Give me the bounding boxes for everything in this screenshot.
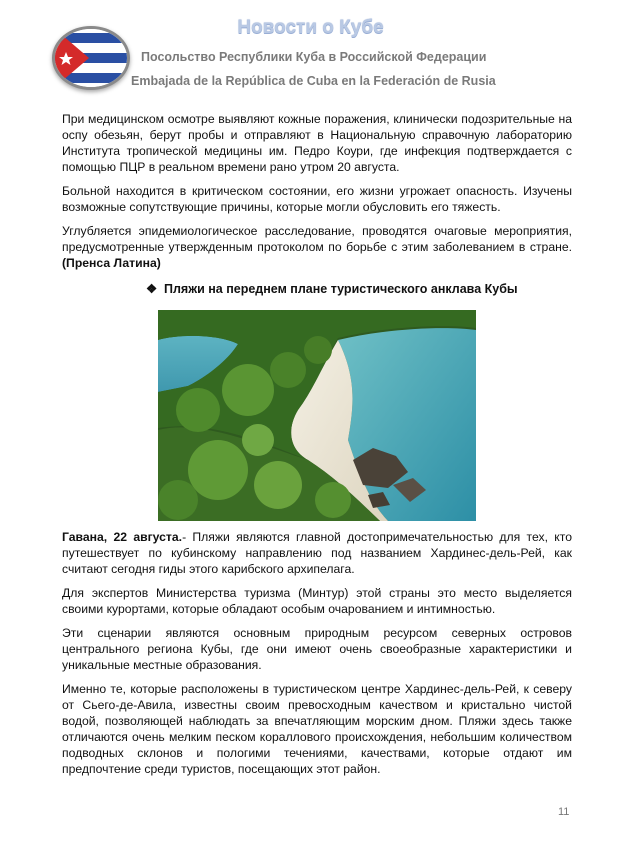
- newsletter-title: Новости о Кубе: [237, 17, 384, 38]
- diamond-bullet-icon: ❖: [146, 282, 158, 296]
- page-header: [0, 0, 621, 100]
- beach-photo: [158, 310, 476, 521]
- page-number: 11: [558, 806, 570, 818]
- article2-paragraph-1: [62, 529, 572, 577]
- article2-paragraph-3: Эти сценарии являются основным природным ресурсом северных островов центрального региона Кубы, где они имеют очень своеобразные характеристики и уникальные местные образования.: [62, 626, 572, 672]
- article2-heading: [146, 281, 572, 296]
- article2-paragraph-1-text: - Пляжи являются главной достопримечательностью для тех, кто путешествует по кубинскому направлению под названием Хардинес-дель-Рей, как считают сегодня гиды этого карибского архипелага.: [62, 530, 572, 576]
- article2-dateline: Гавана, 22 августа.: [62, 530, 183, 544]
- article2-paragraph-2: Для экспертов Министерства туризма (Минтур) этой страны это место выделяется своими курортами, которые обладают особым очарованием и интимностью.: [62, 586, 572, 616]
- article1-source: (Пренса Латина): [62, 256, 161, 270]
- page-content: [62, 111, 572, 785]
- embassy-name-russian: Посольство Республики Куба в Российской Федерации: [141, 50, 487, 64]
- article1-paragraph-3: [62, 223, 572, 271]
- article2-title: Пляжи на переднем плане туристического анклава Кубы: [164, 282, 518, 296]
- article1-paragraph-2: Больной находится в критическом состоянии, его жизни угрожает опасность. Изучены возможные сопутствующие причины, которые могли обусловить его тяжесть.: [62, 184, 572, 214]
- article1-paragraph-3-text: Углубляется эпидемиологическое расследование, проводятся очаговые мероприятия, предусмотренные утвержденным протоколом по борьбе с этим заболеванием в стране.: [62, 224, 572, 254]
- article1-paragraph-1: При медицинском осмотре выявляют кожные поражения, клинически подозрительные на оспу обезьян, берут пробы и отправляют в Национальную справочную лабораторию Института тропической медицины им. Педро Коури, где инфекция подтверждается с помощью ПЦР в реальном времени рано утром 20 августа.: [62, 112, 572, 174]
- embassy-name-spanish: Embajada de la República de Cuba en la Federación de Rusia: [131, 74, 496, 88]
- article2-paragraph-4: Именно те, которые расположены в туристическом центре Хардинес-дель-Рей, к северу от Сьего-де-Авила, известны своим превосходным качеством и кристально чистой водой, позволяющей наблюдать за впечатляющим морским дном. Пляжи здесь также отличаются очень мелким песком кораллового происхождения, небольшим количеством подводных склонов и пологими течениями, качествами, которые отдают им предпочтение среди туристов, посещающих этот район.: [62, 682, 572, 776]
